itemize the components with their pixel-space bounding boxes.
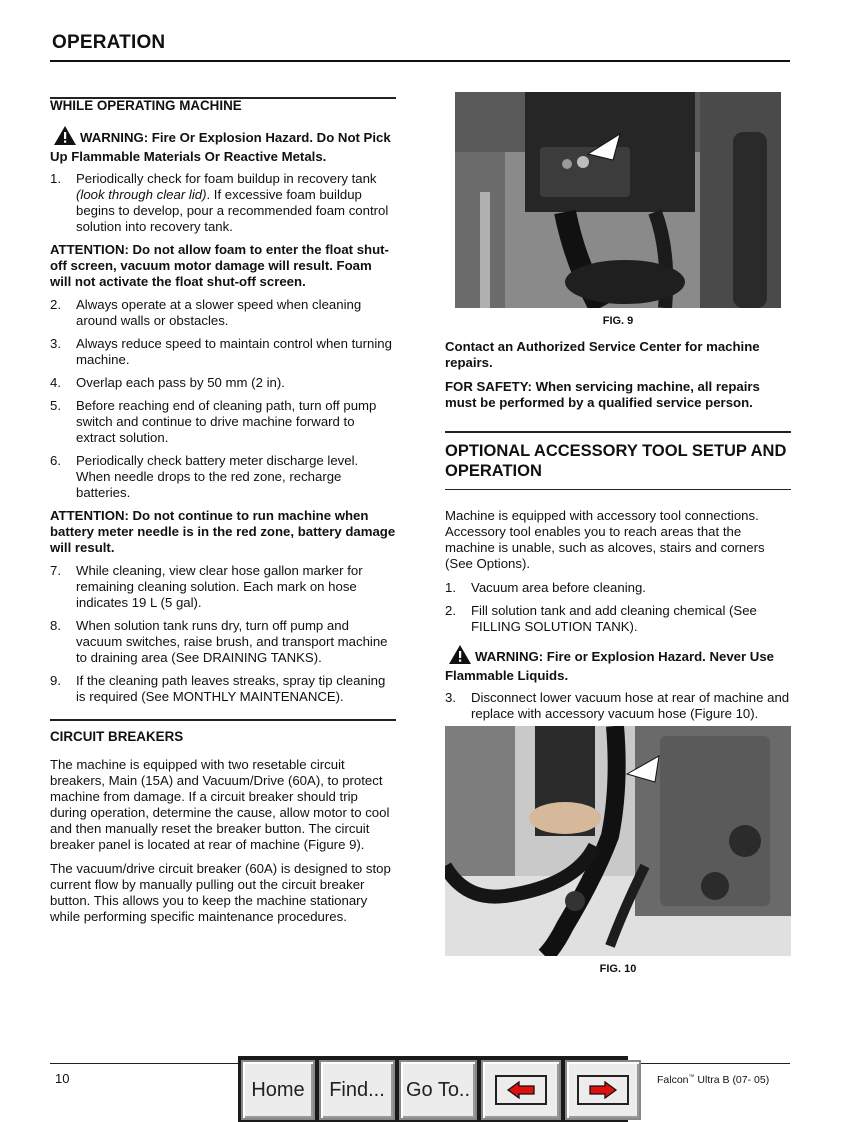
warning-text: WARNING: Fire Or Explosion Hazard. Do Not Pick Up Flammable Materials Or Reactive Metals. [50,130,391,164]
left-arrow-icon [495,1075,547,1105]
section-title-operating: WHILE OPERATING MACHINE [50,98,242,113]
operating-list-b [50,297,396,501]
operating-list-c [50,563,396,705]
warning-flammable-liquids [445,645,791,684]
find-button[interactable]: Find... [319,1060,395,1120]
list-item: 3. Disconnect lower vacuum hose at rear of machine and replace with accessory vacuum hose (Figure 10). [445,690,790,721]
home-button[interactable]: Home [241,1060,315,1120]
accessory-list-d [445,580,791,635]
header-rule [50,60,790,62]
warning-triangle-icon [54,126,76,149]
list-item: 4. Overlap each pass by 50 mm (2 in). [50,375,285,390]
accessory-list-e [445,690,791,722]
list-item: 9. If the cleaning path leaves streaks, spray tip cleaning is required (See MONTHLY MAINTENANCE). [50,673,386,704]
circuit-breaker-paragraph-2: The vacuum/drive circuit breaker (60A) is designed to stop current flow by manually pulling out the circuit breaker button. This allows you to keep the machine stationary while performing specific maintenance procedures. [50,860,391,924]
page-title: OPERATION [52,32,166,53]
next-page-button[interactable] [565,1060,641,1120]
section-title-circuit-breakers: CIRCUIT BREAKERS [50,728,184,744]
right-column [445,92,791,987]
attention-foam: ATTENTION: Do not allow foam to enter the float shut-off screen, vacuum motor damage will result. Foam will not activate the float shut-off screen. [50,242,389,289]
attention-battery: ATTENTION: Do not continue to run machine when battery meter needle is in the red zone, battery damage will result. [50,508,396,555]
section-rule [445,489,791,491]
accessory-intro: Machine is equipped with accessory tool connections. Accessory tool enables you to reach areas that the machine is unable, such as alcoves, stairs and corners (See Options). [445,508,765,571]
section-rule [445,431,791,433]
list-item: 1. Vacuum area before cleaning. [445,580,646,595]
list-item: 3. Always reduce speed to maintain control when turning machine. [50,336,392,367]
figure-10-photo [445,726,791,956]
figure-9-caption: FIG. 9 [602,315,634,327]
circuit-breaker-paragraph-1: The machine is equipped with two resetable circuit breakers, Main (15A) and Vacuum/Drive (60A), to protect machine from damage. If a circuit breaker should trip during operation, determine the cause, allow motor to cool and then manually reset the breaker button. The circuit breaker panel is located at rear of machine (Figure 9). [50,756,390,852]
document-id: Falcon™ Ultra B (07- 05) [657,1074,770,1086]
list-item: 8. When solution tank runs dry, turn off pump and vacuum switches, raise brush, and transport machine to draining area (See DRAINING TANKS). [50,618,388,665]
warning-text: WARNING: Fire or Explosion Hazard. Never Use Flammable Liquids. [445,649,774,683]
section-rule [50,97,396,99]
list-item: 1. Periodically check for foam buildup in recovery tank (look through clear lid). If excessive foam buildup begins to develop, pour a recommended foam control solution into recovery tank. [50,171,389,234]
figure-9-photo [455,92,781,308]
previous-page-button[interactable] [481,1060,561,1120]
pdf-navigation-bar [238,1056,628,1122]
warning-triangle-icon [449,645,471,668]
right-arrow-icon [577,1075,629,1105]
contact-service-text: Contact an Authorized Service Center for machine repairs. [445,339,760,370]
list-item: 2. Fill solution tank and add cleaning chemical (See FILLING SOLUTION TANK). [445,603,757,634]
operating-list-a [50,171,396,235]
list-item: 2. Always operate at a slower speed when cleaning around walls or obstacles. [50,297,362,328]
goto-button[interactable]: Go To.. [399,1060,477,1120]
section-rule [50,719,396,721]
figure-10-caption: FIG. 10 [599,963,637,975]
page-number: 10 [55,1071,70,1086]
section-title-accessory-tool: OPTIONAL ACCESSORY TOOL SETUP AND OPERATION [445,441,787,480]
warning-fire-hazard [50,126,396,165]
left-column [50,98,396,933]
list-item: 5. Before reaching end of cleaning path, turn off pump switch and continue to drive machine forward to extract solution. [50,398,377,445]
list-item: 6. Periodically check battery meter discharge level. When needle drops to the red zone, recharge batteries. [50,453,359,500]
safety-text: FOR SAFETY: When servicing machine, all repairs must be performed by a qualified service person. [445,379,760,410]
list-item: 7. While cleaning, view clear hose gallon marker for remaining cleaning solution. Each mark on hose indicates 19 L (5 gal). [50,563,363,610]
